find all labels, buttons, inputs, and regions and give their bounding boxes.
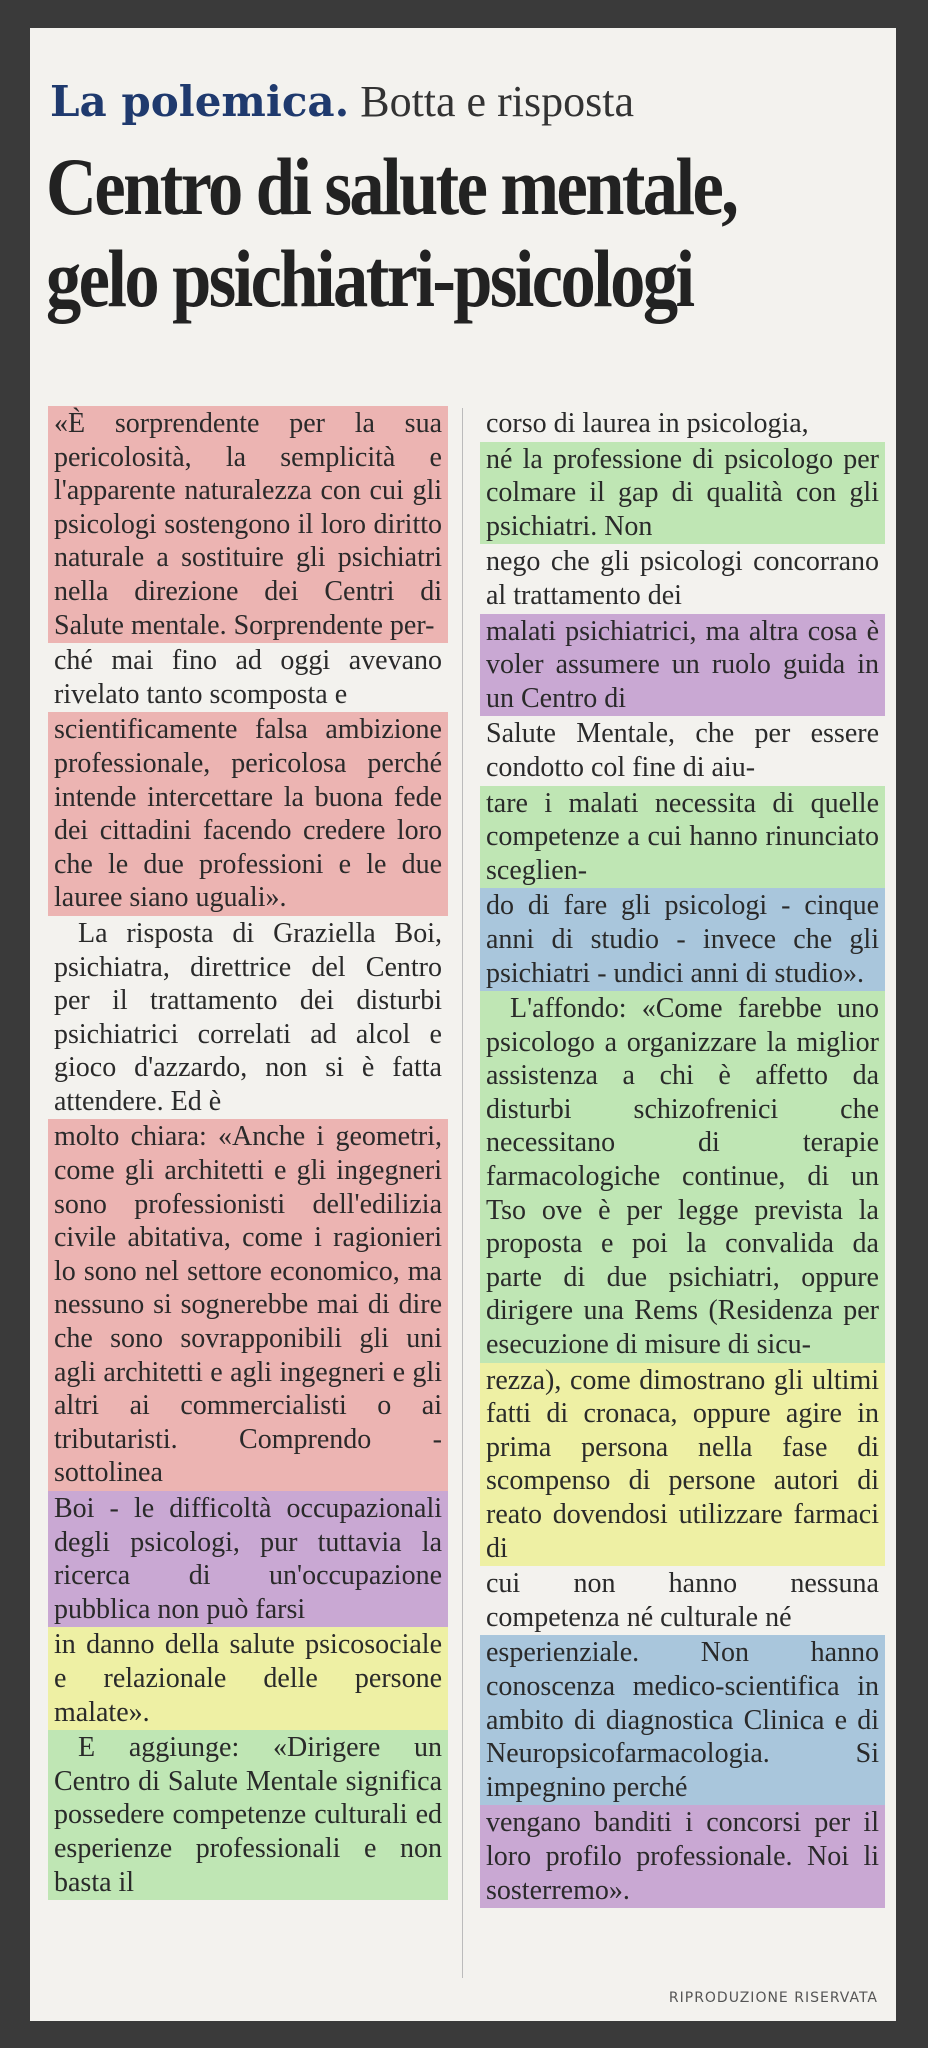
text-segment: tare i malati necessita di quelle competenze a cui hanno rinunciato sceglien- bbox=[480, 786, 885, 889]
copyright-notice: RIPRODUZIONE RISERVATA bbox=[668, 1990, 878, 2006]
text-segment: molto chiara: «Anche i geometri, come gli architetti e gli ingegneri sono professionisti dell'edilizia civile abitativa, come i ragionieri lo sono nel settore economico, ma nessuno si sognerebbe mai di dire che sono sovrapponibili gli uni agli architetti e agli ingegneri e gli altri ai commercialisti o ai tributaristi. Comprendo - sottolinea bbox=[48, 1119, 448, 1491]
text-segment: E aggiunge: «Dirigere un Centro di Salute Mentale significa possedere competenze culturali ed esperienze professionali e non basta il bbox=[48, 1730, 448, 1900]
text-segment: corso di laurea in psicologia, bbox=[486, 408, 809, 439]
article-column-right bbox=[480, 406, 885, 1908]
text-segment: La risposta di Graziella Boi, psichiatra, direttrice del Centro per il trattamento dei disturbi psichiatrici correlati ad alcol e gioco d'azzardo, non si è fatta attendere. Ed è bbox=[54, 917, 442, 1117]
text-segment: esperienziale. Non hanno conoscenza medico-scientifica in ambito di diagnostica Clinica e di Neuropsicofarmacologia. Si impegnino perché bbox=[480, 1635, 885, 1805]
text-segment: rezza), come dimostrano gli ultimi fatti di cronaca, oppure agire in prima persona nella fase di scompenso di persone autori di reato dovendosi utilizzare farmaci di bbox=[480, 1363, 885, 1567]
text-segment: nego che gli psicologi concorrano al trattamento dei bbox=[486, 546, 879, 611]
headline-line-1: Centro di salute mentale, bbox=[46, 141, 737, 232]
kicker-label: La polemica. bbox=[50, 77, 350, 126]
text-segment: ché mai fino ad oggi avevano rivelato tanto scomposta e bbox=[54, 645, 442, 710]
kicker-subtitle: Botta e risposta bbox=[360, 77, 634, 126]
newspaper-clipping bbox=[30, 28, 896, 2021]
text-segment: in danno della salute psicosociale e relazionale delle persone malate». bbox=[48, 1627, 448, 1730]
text-segment: L'affondo: «Come farebbe uno psicologo a organizzare la miglior assistenza a chi è affetto da disturbi schizofrenici che necessitano di terapie farmacologiche continue, di un Tso ove è per legge prevista la proposta e poi la convalida da parte di due psichiatri, oppure dirigere una Rems (Residenza per esecuzione di misure di sicu- bbox=[480, 991, 885, 1363]
text-segment: cui non hanno nessuna competenza né culturale né bbox=[486, 1568, 879, 1633]
text-segment: «È sorprendente per la sua pericolosità, la semplicità e l'apparente naturalezza con cui gli psicologi sostengono il loro diritto naturale a sostituire gli psichiatri nella direzione dei Centri di Salute mentale. Sorprendente per- bbox=[48, 406, 448, 643]
text-segment: do di fare gli psicologi - cinque anni di studio - invece che gli psichiatri - undici anni di studio». bbox=[480, 888, 885, 991]
headline-line-2: gelo psichiatri-psicologi bbox=[46, 233, 693, 324]
kicker bbox=[50, 76, 634, 127]
article-column-left bbox=[48, 406, 448, 1900]
text-segment: Salute Mentale, che per essere condotto col fine di aiu- bbox=[486, 718, 879, 783]
text-segment: né la professione di psicologo per colmare il gap di qualità con gli psichiatri. Non bbox=[480, 442, 885, 545]
text-segment: vengano banditi i concorsi per il loro profilo professionale. Noi li sosterremo». bbox=[480, 1805, 885, 1908]
text-segment: malati psichiatrici, ma altra cosa è voler assumere un ruolo guida in un Centro di bbox=[480, 614, 885, 717]
text-segment: Boi - le difficoltà occupazionali degli psicologi, pur tuttavia la ricerca di un'occupazione pubblica non può farsi bbox=[48, 1491, 448, 1627]
column-divider bbox=[462, 408, 463, 1978]
text-segment: scientificamente falsa ambizione professionale, pericolosa perché intende intercettare la buona fede dei cittadini facendo credere loro che le due professioni e le due lauree siano uguali». bbox=[48, 712, 448, 916]
